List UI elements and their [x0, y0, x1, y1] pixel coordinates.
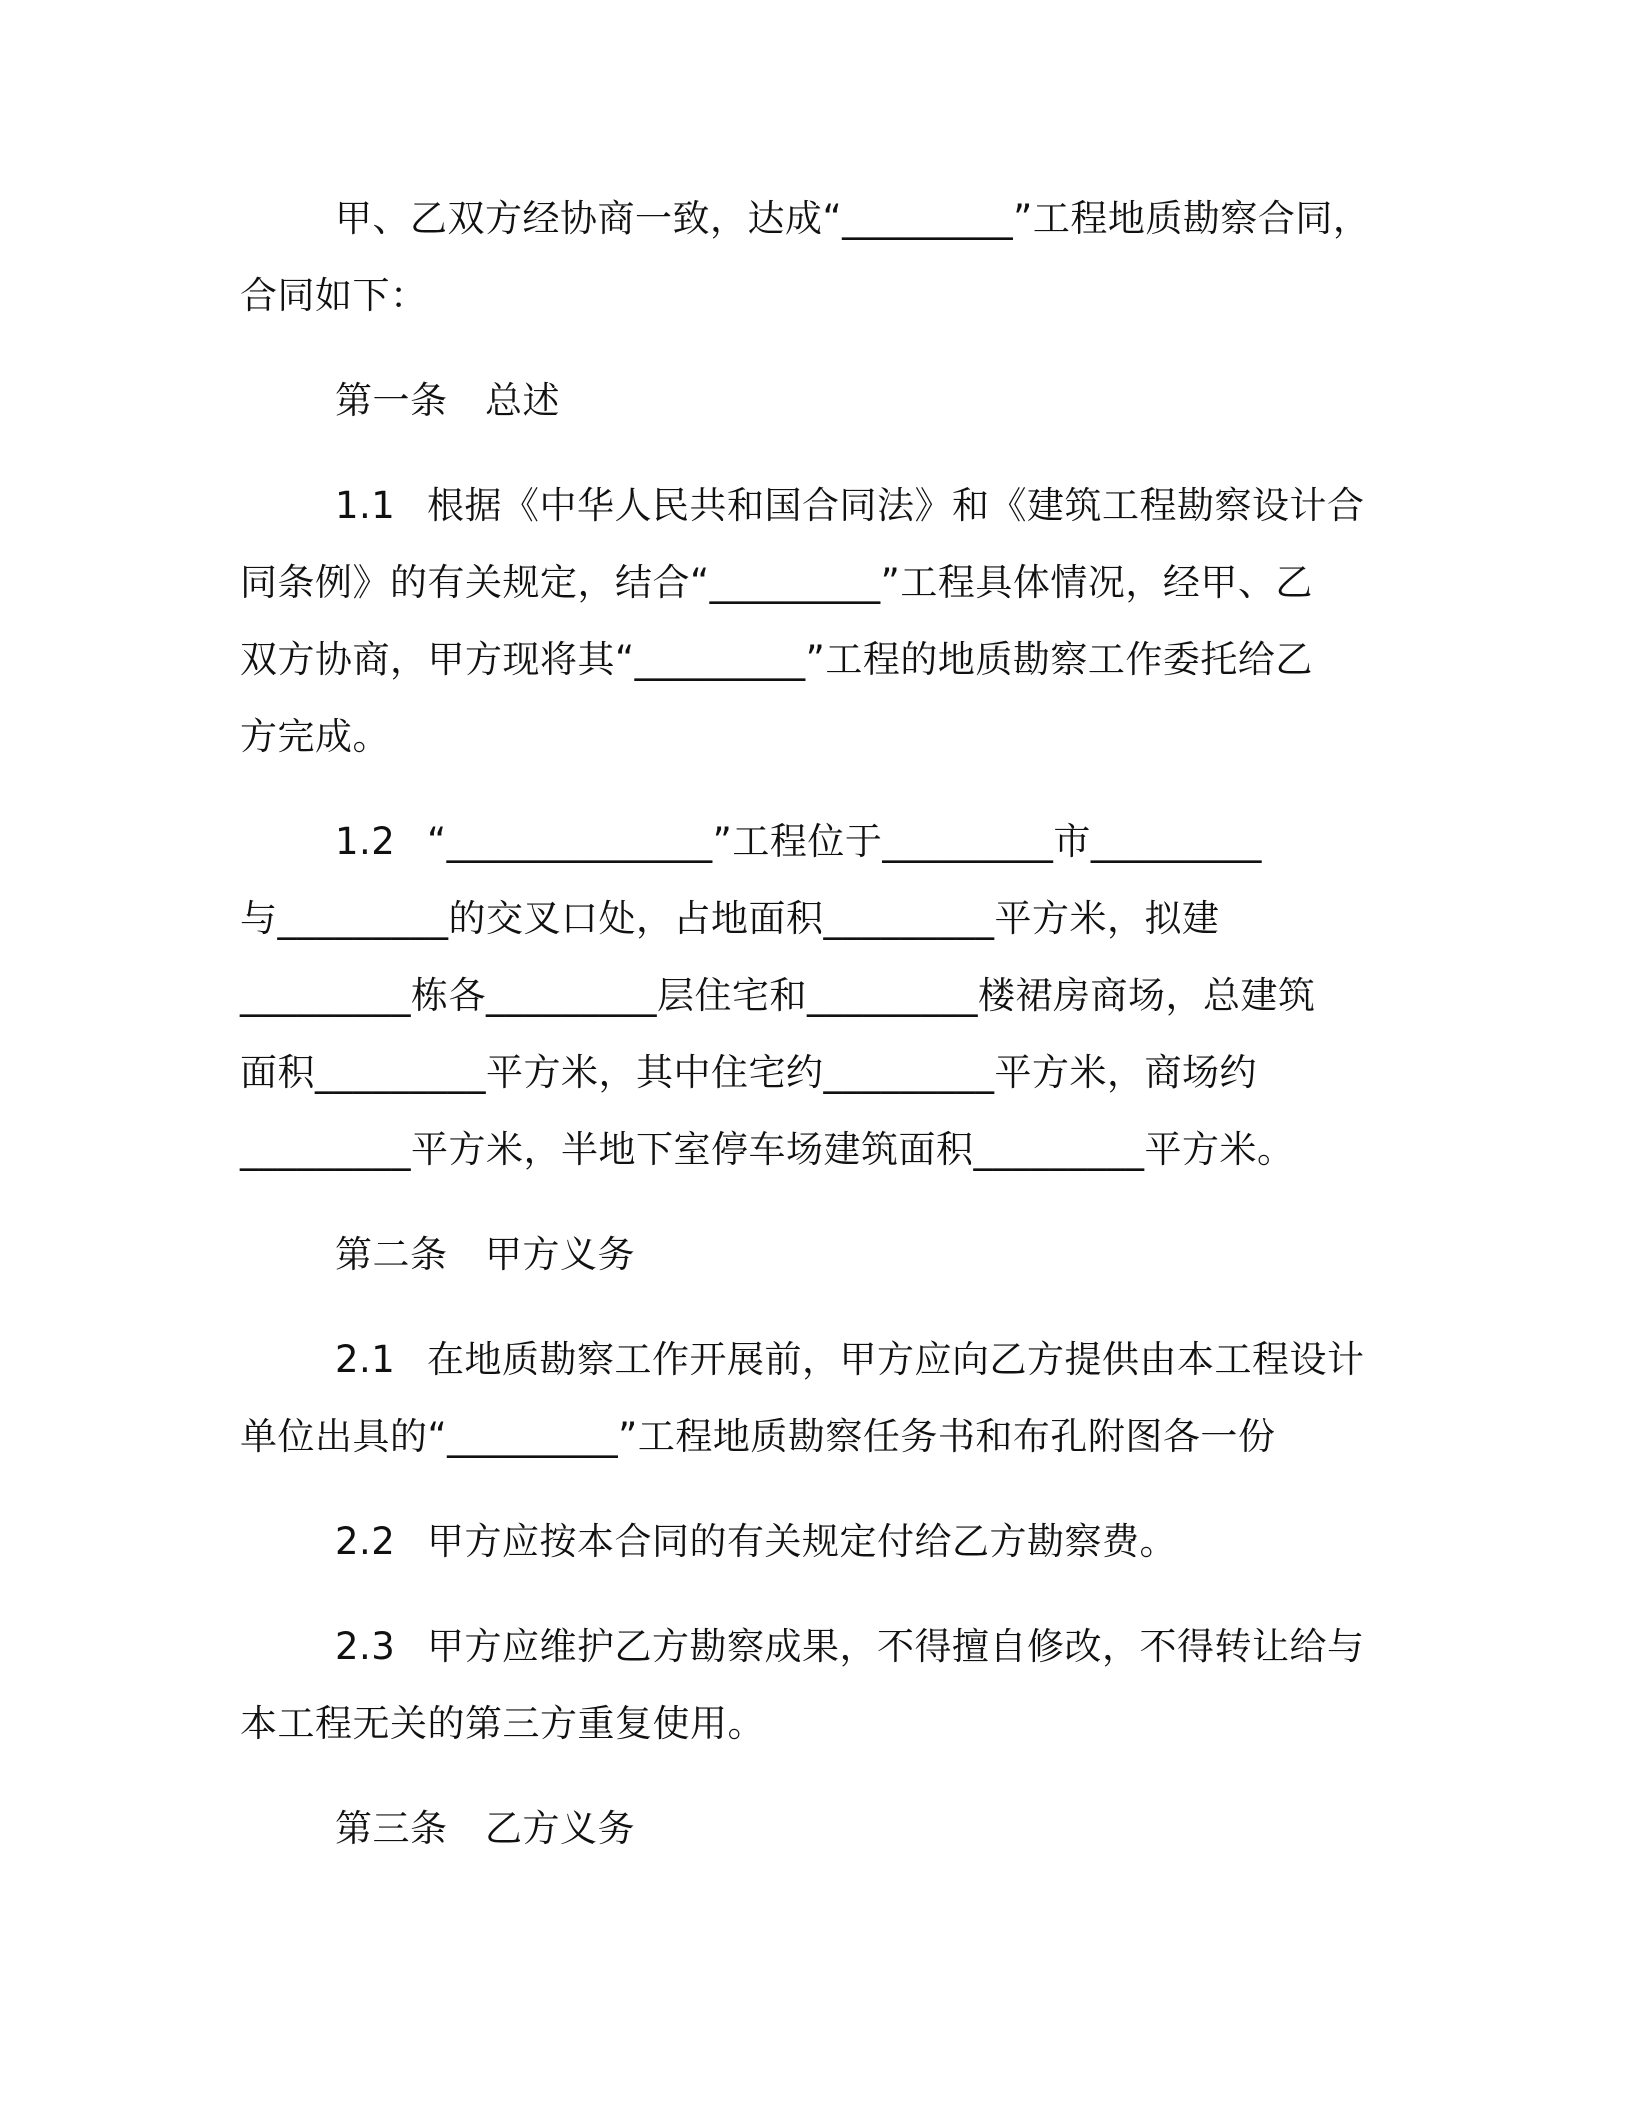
clause-2-3-line-2: 本工程无关的第三方重复使用。	[240, 1702, 765, 1745]
article-1-number: 第一条	[335, 379, 448, 422]
clause-2-3-line-1	[240, 1608, 1408, 1685]
article-3-heading	[240, 1790, 1408, 1867]
article-1-title: 总述	[485, 379, 560, 422]
article-2-heading	[240, 1216, 1408, 1293]
article-3-number: 第三条	[335, 1807, 448, 1850]
article-2-title: 甲方义务	[485, 1233, 635, 1276]
clause-1-1-text: 根据《中华人民共和国合同法》和《建筑工程勘察设计合	[427, 484, 1365, 527]
document-body	[240, 180, 1408, 1867]
clause-1-1-line-2: 同条例》的有关规定，结合“_________”工程具体情况，经甲、乙	[240, 561, 1313, 604]
clause-1-2-text: “______________”工程位于_________市_________	[427, 820, 1262, 863]
clause-1-1-number: 1.1	[335, 484, 396, 527]
clause-2-1-number: 2.1	[335, 1338, 396, 1381]
clause-2-1-text: 在地质勘察工作开展前，甲方应向乙方提供由本工程设计	[427, 1338, 1365, 1381]
clause-1-1-line-1	[240, 467, 1408, 544]
article-3-title: 乙方义务	[485, 1807, 635, 1850]
intro-line-2: 合同如下：	[240, 274, 428, 317]
clause-2-3-text: 甲方应维护乙方勘察成果，不得擅自修改，不得转让给与	[427, 1625, 1365, 1668]
clause-1-2-line-1	[240, 803, 1408, 880]
clause-1-1-line-3: 双方协商，甲方现将其“_________”工程的地质勘察工作委托给乙	[240, 638, 1313, 681]
clause-1-2-line-2: 与_________的交叉口处，占地面积_________平方米，拟建	[240, 897, 1220, 940]
clause-1-2-number: 1.2	[335, 820, 396, 863]
clause-2-3-number: 2.3	[335, 1625, 396, 1668]
intro-line-1: 甲、乙双方经协商一致，达成“_________”工程地质勘察合同，	[335, 197, 1371, 240]
clause-2-2-number: 2.2	[335, 1520, 396, 1563]
clause-1-1-line-4: 方完成。	[240, 715, 390, 758]
article-1-heading	[240, 362, 1408, 439]
clause-2-1-line-2: 单位出具的“_________”工程地质勘察任务书和布孔附图各一份	[240, 1415, 1276, 1458]
clause-1-2-line-4: 面积_________平方米，其中住宅约_________平方米，商场约	[240, 1051, 1257, 1094]
article-2-number: 第二条	[335, 1233, 448, 1276]
clause-2-2-line-1	[240, 1503, 1408, 1580]
clause-1-2-line-3: _________栋各_________层住宅和_________楼裙房商场，总建筑	[240, 974, 1316, 1017]
clause-2-1-line-1	[240, 1321, 1408, 1398]
clause-2-2-text: 甲方应按本合同的有关规定付给乙方勘察费。	[427, 1520, 1177, 1563]
clause-1-2-line-5: _________平方米，半地下室停车场建筑面积_________平方米。	[240, 1128, 1295, 1171]
